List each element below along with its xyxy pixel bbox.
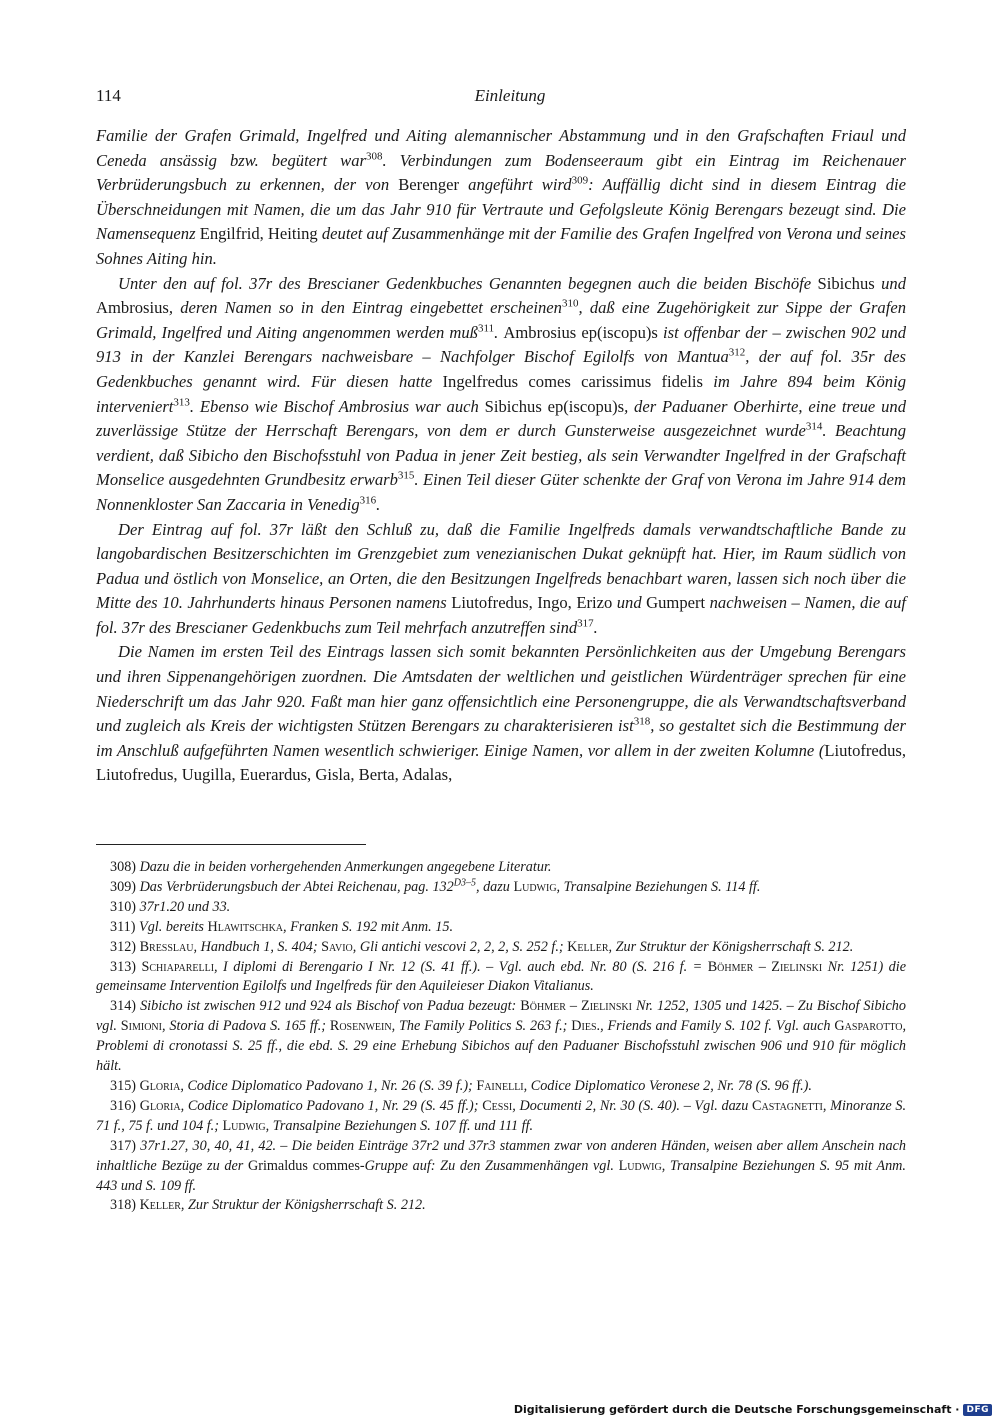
text-run: , Codice Diplomatico Veronese 2, Nr. 78 (S. 96 ff.). [523,1077,812,1094]
footnote [96,1077,906,1097]
text-run: , dazu [475,878,514,895]
author-name: Schiaparelli [141,958,215,975]
footnote-ref: 317 [577,617,594,630]
footnote-number: 308) [110,859,137,875]
text-run: , Documenti 2, Nr. 30 (S. 40). – Vgl. dazu [512,1097,753,1114]
text-run: und [612,593,647,613]
footnote-ref: 314 [805,420,823,433]
text-run: Das Verbrüderungsbuch der Abtei Reichenau, pag. 132 [139,878,454,895]
footnote [96,1196,906,1216]
text-run: Sibicho ist zwischen 912 und 924 als Bischof von Padua bezeugt: [140,998,521,1015]
text-run: . [494,322,504,342]
source-quote: Ambrosius [96,298,169,318]
dfg-logo-icon: DFG [963,1404,992,1416]
footnote-number: 314) [110,998,137,1015]
text-run: . Einen Teil dieser Güter schenkte der Graf von Verona im Jahre 914 dem Nonnenkloster San Zaccaria in Venedig [96,470,907,514]
footnote-number: 316) [110,1097,137,1114]
footnote-number: 312) [110,938,137,955]
author-name: Hlawitschka [207,918,284,935]
author-name: Gasparotto [834,1018,903,1035]
text-run: Unter den auf fol. 37r des Brescianer Gedenkbuches Genannten begegnen auch die beiden Bischöfe [118,273,818,293]
author-name: Ludwig [618,1157,662,1174]
text-run: im Jahre 894 beim König interveniert [96,371,907,416]
footnote-number: 313) [110,958,137,975]
text-run: . Beachtung verdient, daß Sibicho den Bischofsstuhl von Padua in jener Zeit bestieg, als sein Verwandter Ingelfred in der Grafschaft Monselice ausgedehnten Grundbesitz erwarb [96,421,907,490]
footnote [96,1097,906,1137]
author-name: Rosenwein [329,1018,392,1035]
footnote-ref: 315 [397,469,415,482]
text-run: , The Family Politics S. 263 f.; [391,1018,572,1035]
text-run: . Ebenso wie Bischof Ambrosius war auch [189,396,485,416]
footnote-ref: 313 [173,396,190,408]
text-run: . [593,617,598,637]
text-run: , Franken S. 192 mit Anm. 15. [283,918,454,935]
text-run: Nr. 1252, 1305 und 1425. – Zu Bischof Sibicho vgl. [96,998,906,1035]
footnote-ref: 316 [359,494,377,507]
author-name: Bresslau [139,938,194,955]
footnote-number: 309) [110,878,137,895]
text-run: , Handbuch 1, S. 404; [193,938,322,955]
text-run: Familie der Grafen Grimald, Ingelfred und Aiting alemannischer Abstammung und in den Grafschaften Friaul und Ceneda ansässig bzw. begütert war [96,126,906,170]
text-run: angeführt wird [459,175,572,195]
text-run: , so gestaltet sich die Bestimmung der im Anschluß aufgeführten Namen wesentlich schwieriger. Einige Namen, vor allem in der zweiten Kolumne ( [96,716,906,760]
footnote-ref: 311 [477,322,495,335]
dfg-banner-text: Digitalisierung gefördert durch die Deutsche Forschungsgemeinschaft · [513,1403,960,1416]
text-run: , deren Namen so in den Eintrag eingebettet erscheinen [168,298,562,318]
text-run: , daß eine Zugehörigkeit zur Sippe der Grafen Grimald, Ingelfred und Aiting angenommen werden muß [96,298,906,342]
author-name: Fainelli [476,1077,524,1094]
source-quote: Engilfrid, Heiting [199,224,318,244]
source-quote: Sibichus [817,273,875,293]
text-run: -Gruppe auf: Zu den Zusammenhängen vgl. [359,1157,619,1174]
source-quote: Ingelfredus comes carissimus fidelis [442,371,703,391]
footnote-ref: 318 [633,715,651,728]
text-run: Der Eintrag auf fol. 37r läßt den Schluß zu, daß die Familie Ingelfreds damals verwandtschaftliche Bande zu langobardischen Besitzerschichten im Grenzgebiet zum venezianischen Dukat geknüpft hat. Hier, im Raum südlich von Padua und östlich von Monselice, an Orten, die den Besitzungen Ingelfreds benachbart waren, lassen sich noch über die Mitte des 10. Jahrhunderts hinaus Personen namens [96,519,906,613]
footnote-ref: 309 [571,174,589,187]
footnote-ref: 312 [728,346,746,359]
author-name: Keller [139,1197,181,1214]
footnote-ref: D3–5 [453,877,476,889]
author-name: Böhmer – Zielinski [707,958,823,975]
footnote [96,958,906,998]
text-run: , Transalpine Beziehungen S. 107 ff. und 111 ff. [265,1117,534,1134]
text-run: nachweisen – Namen, die auf fol. 37r des Brescianer Gedenkbuchs zum Teil mehrfach anzutreffen sind [96,593,906,637]
author-name: Dies. [571,1018,601,1035]
text-run: , der auf fol. 35r des Gedenkbuches genannt wird. Für diesen hatte [96,347,906,391]
source-quote: Grimaldus commes [247,1157,360,1174]
text-run: , Codice Diplomatico Padovano 1, Nr. 26 (S. 39 f.); [180,1077,477,1094]
footnote [96,878,906,898]
text-run: Dazu die in beiden vorhergehenden Anmerkungen angegebene Literatur. [139,859,552,875]
paragraph [96,640,906,788]
page-number: 114 [96,86,121,105]
author-name: Ludwig [222,1117,266,1134]
author-name: Keller [567,938,609,955]
text-run: , Transalpine Beziehungen S. 95 mit Anm. 443 und S. 109 ff. [96,1157,906,1194]
text-run: Nr. 1251) die gemeinsame Intervention Egilolfs und Ingelfreds für den Aquileieser Diakon Vitalianus. [96,958,907,995]
text-run: , I diplomi di Berengario I Nr. 12 (S. 41 ff.). – Vgl. auch ebd. Nr. 80 (S. 216 f. = [214,958,708,975]
running-head: Einleitung [474,86,546,105]
text-run: Vgl. bereits [139,918,208,935]
source-quote: Sibichus ep(iscopu)s [484,396,625,416]
footnote [96,938,906,958]
paragraph [96,272,906,518]
footnote [96,1137,906,1197]
author-name: Böhmer – Zielinski [520,998,632,1015]
footnotes [96,858,906,1216]
source-quote: Berenger [398,175,460,195]
footnote-number: 317) [110,1137,137,1154]
footnote-number: 315) [110,1077,137,1094]
text-run: ist offenbar der – zwischen 902 und 913 in der Kanzlei Berengars nachweisbare – Nachfolger Bischof Egilolfs von Mantua [96,322,906,367]
text-run: , Codice Diplomatico Padovano 1, Nr. 29 (S. 45 ff.); [180,1097,483,1114]
author-name: Gloria [139,1077,181,1094]
text-run: , der Paduaner Oberhirte, eine treue und zuverlässige Stütze der Herrschaft Berengars, von dem er durch Gunsterweise ausgezeichnet wurde [96,396,906,441]
text-run: 37r1.27, 30, 40, 41, 42. – Die beiden Einträge 37r2 und 37r3 stammen zwar von anderen Händen, weisen aber allem Anschein nach inhaltliche Bezüge zu der [96,1137,907,1174]
author-name: Castagnetti [752,1097,823,1114]
text-run: : Auffällig dicht sind in diesem Eintrag die Überschneidungen mit Namen, die um das Jahr 910 für Vertraute und Gefolgsleute König Berengars bezeugt sind. Die Namensequenz [96,175,906,244]
author-name: Savio [321,938,353,955]
text-run: , Minoranze S. 71 f., 75 f. und 104 f.; [96,1097,906,1134]
footnote [96,898,906,918]
text-run: , Zur Struktur der Königsherrschaft S. 212. [608,938,854,955]
footnote-number: 310) [110,898,137,915]
source-quote: Gumpert [646,593,706,613]
text-run: , Zur Struktur der Königsherrschaft S. 212. [180,1197,426,1214]
source-quote: Liutofredus, Ingo, Erizo [451,593,613,613]
paragraph [96,124,906,272]
author-name: Simioni [120,1018,162,1035]
text-run: und [874,273,906,293]
footnote [96,918,906,938]
text-run: , Gli antichi vescovi 2, 2, 2, S. 252 f.; [352,938,568,955]
footnote [96,858,906,878]
footnote-number: 318) [110,1197,137,1214]
text-run: 37r1.20 und 33. [139,898,231,915]
text-run: deutet auf Zusammenhänge mit der Familie des Grafen Ingelfred von Verona und seines Sohnes Aiting hin. [96,224,906,268]
text-run: . [376,494,381,514]
dfg-banner [514,1403,992,1416]
text-run: . Verbindungen zum Bodenseeraum gibt ein Eintrag im Reichenauer Verbrüderungsbuch zu erkennen, der von [96,150,906,195]
text-run: , Transalpine Beziehungen S. 114 ff. [556,878,761,895]
source-quote: Ambrosius ep(iscopu)s [503,322,658,342]
text-run: , Problemi di cronotassi S. 25 ff., die ebd. S. 29 eine Erhebung Sibichos auf den Paduaner Bischofsstuhl zwischen 906 und 910 für möglich hält. [96,1018,907,1075]
footnote-number: 311) [110,918,136,935]
author-name: Ludwig [513,878,557,895]
main-text [96,124,906,788]
author-name: Cessi [482,1097,513,1114]
footnote-ref: 310 [561,297,579,310]
footnote-separator [96,844,366,845]
text-run: Die Namen im ersten Teil des Eintrags lassen sich somit bekannten Persönlichkeiten aus der Umgebung Berengars und ihren Sippenangehörigen zuordnen. Die Amtsdaten der weltlichen und geistlichen Würdenträger sprechen für eine Niederschrift um das Jahr 920. Faßt man hier ganz offensichtlich eine Personengruppe, die als Verwandtschaftsverband und zugleich als Kreis der wichtigsten Stützen Berengars zu charakterisieren ist [96,642,906,736]
text-run: , Friends and Family S. 102 f. Vgl. auch [600,1018,835,1035]
footnote [96,997,906,1077]
source-quote: Liutofredus, Liutofredus, Uugilla, Euerardus, Gisla, Berta, Adalas, [96,740,906,785]
paragraph [96,518,906,641]
author-name: Gloria [139,1097,181,1114]
text-run: , Storia di Padova S. 165 ff.; [161,1018,330,1035]
footnote-ref: 308 [366,150,383,163]
